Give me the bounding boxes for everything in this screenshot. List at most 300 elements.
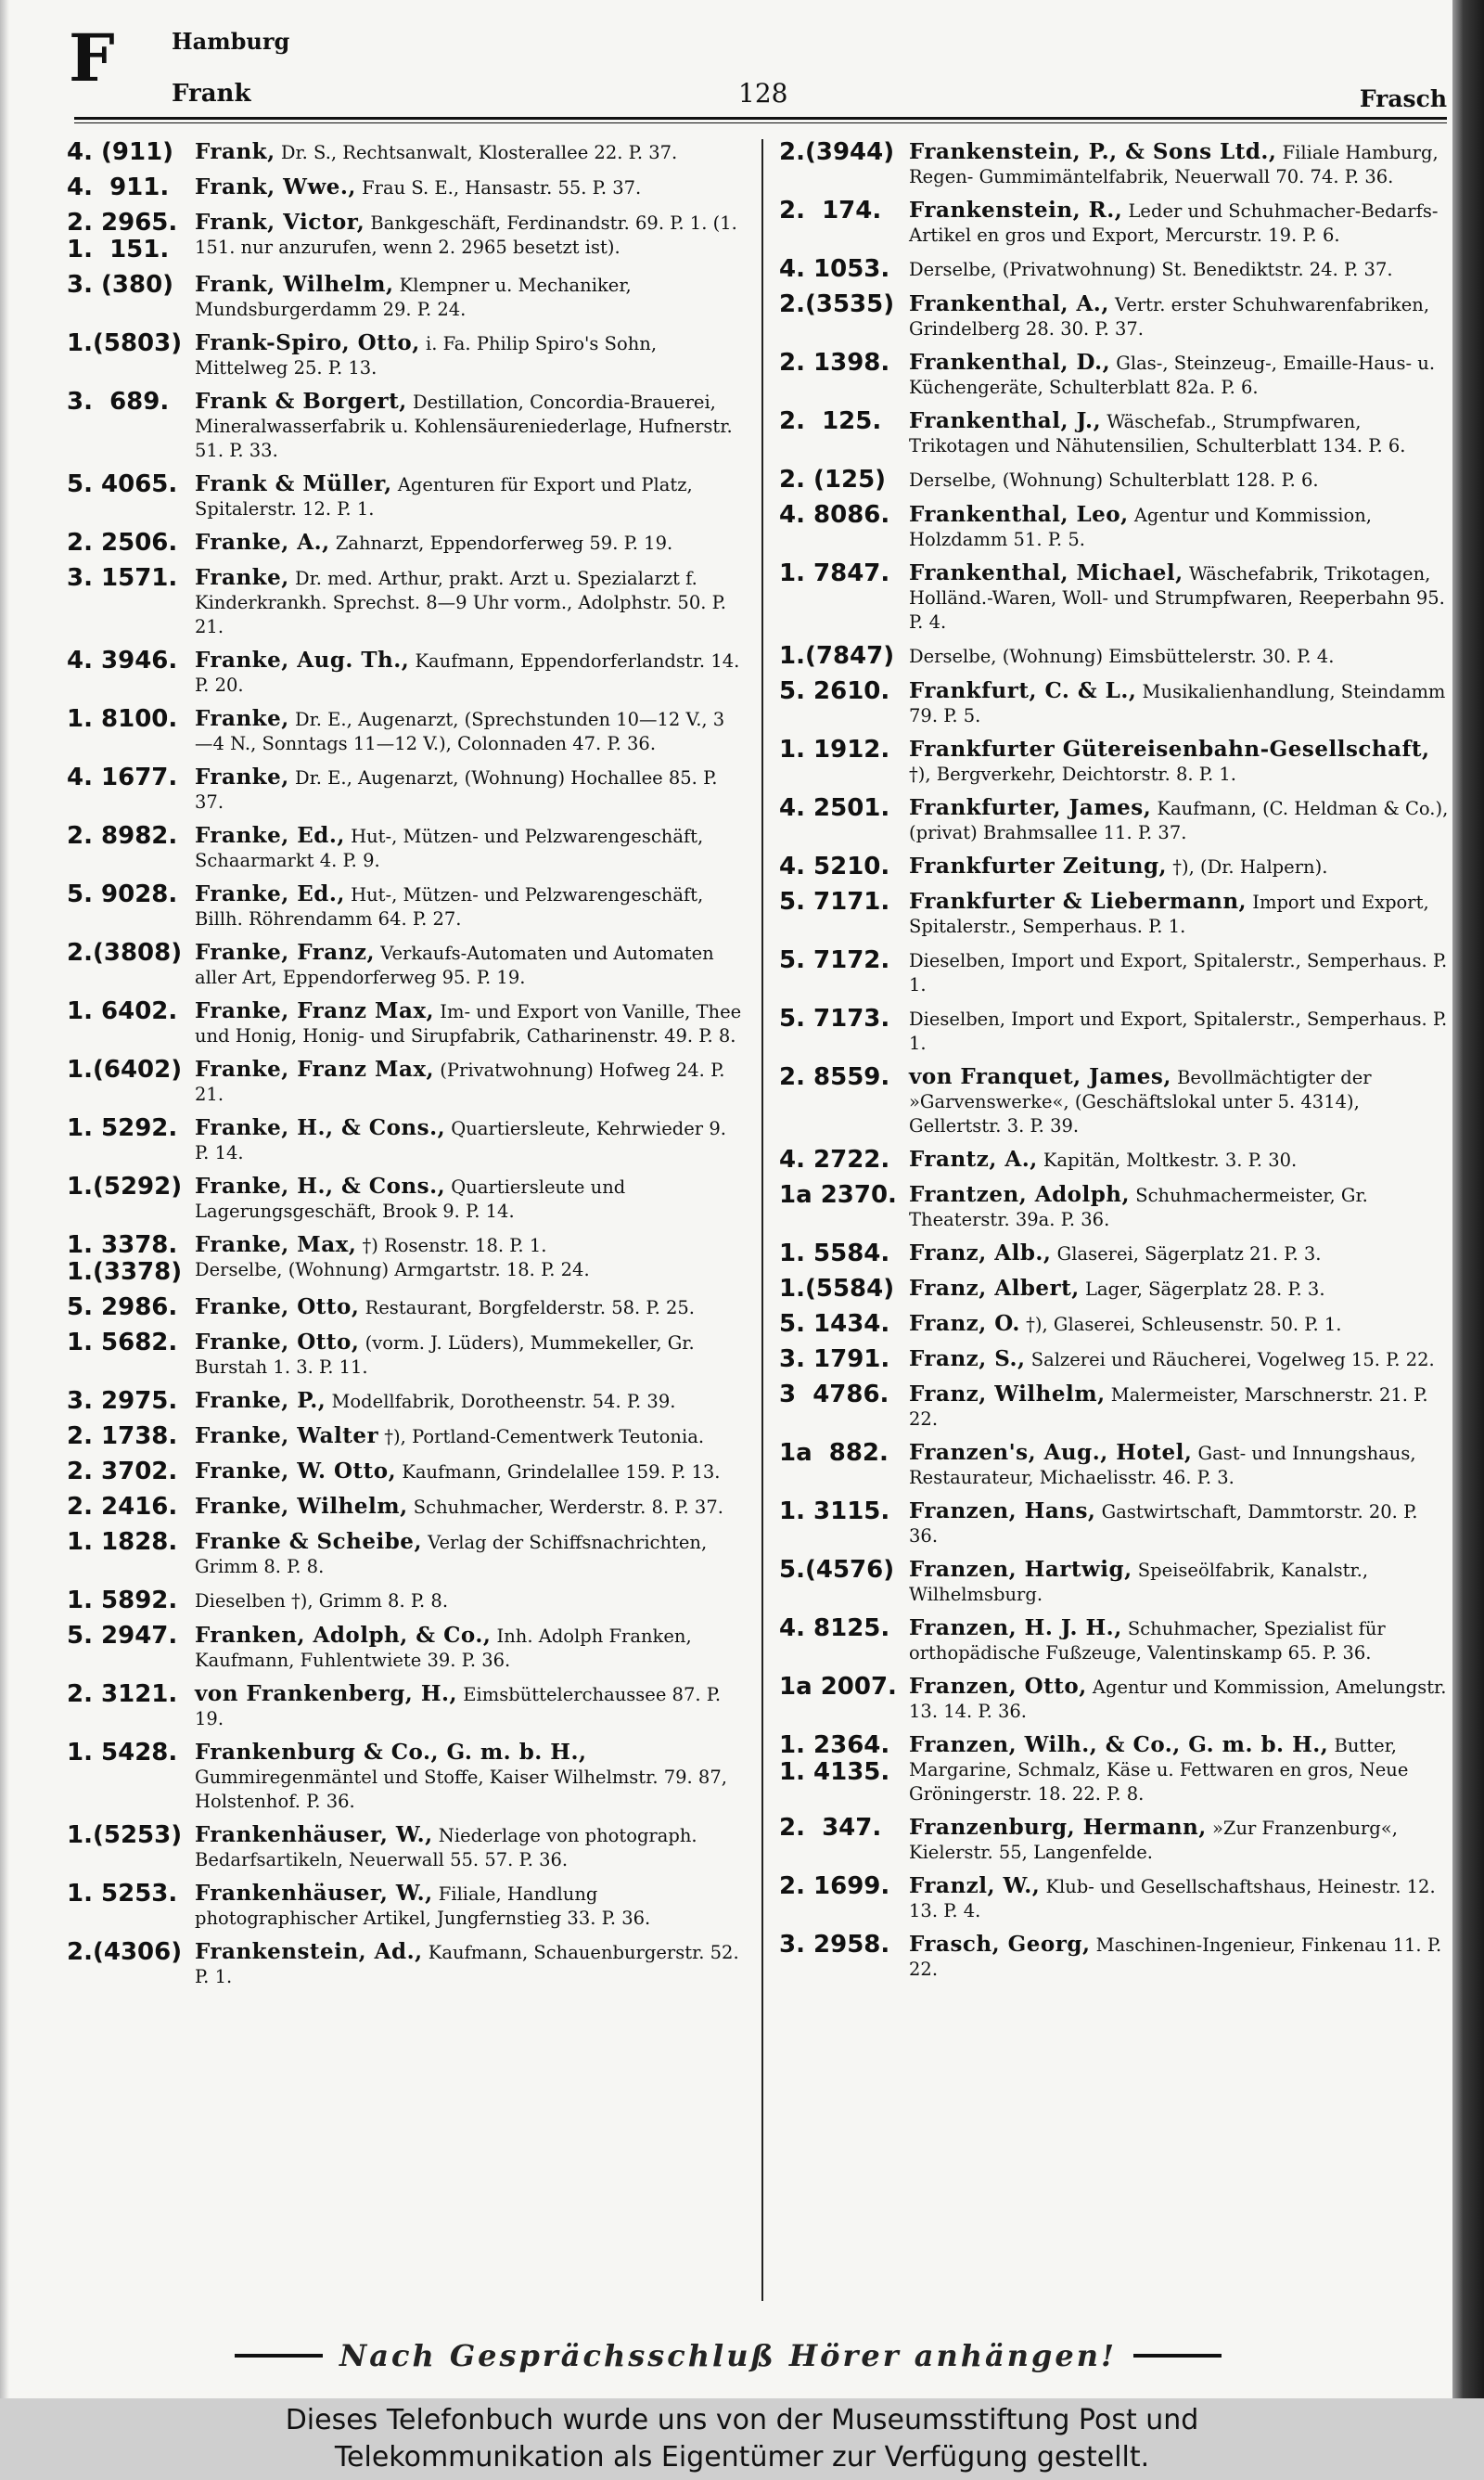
directory-entry — [67, 1494, 742, 1521]
entry-name: Frantzen, Adolph, — [909, 1182, 1131, 1207]
entry-name: Franke, A., — [195, 530, 330, 555]
phone-number: 2.(3535) — [779, 290, 895, 318]
entry-details: †), Glaserei, Schleusenstr. 50. P. 1. — [1019, 1314, 1342, 1335]
entry-details: Kapitän, Moltkestr. 3. P. 30. — [1037, 1150, 1298, 1171]
entry-name: Franzen, Otto, — [909, 1674, 1087, 1699]
entry-name: Frankenthal, D., — [909, 350, 1111, 375]
entry-text — [909, 1499, 1449, 1548]
entry-details: Verkaufs-Automaten und Automaten aller Art, Eppendorferweg 95. P. 19. — [195, 943, 714, 988]
entry-name: Franzen's, Aug., Hotel, — [909, 1440, 1193, 1465]
phone-number: 2. 8982. — [67, 822, 178, 850]
entry-details: Salzerei und Räucherei, Vogelweg 15. P. 22. — [1025, 1349, 1435, 1370]
directory-entry — [779, 502, 1449, 552]
directory-entry — [779, 408, 1449, 458]
phone-number: 4. 1677. — [67, 764, 178, 791]
entry-details: Agentur und Kommission, Amelungstr. 13. 14. P. 36. — [909, 1677, 1447, 1722]
entry-text — [195, 1175, 742, 1224]
entry-text — [909, 1065, 1449, 1138]
entry-text — [195, 472, 742, 521]
phone-number: 4. (911) — [67, 138, 174, 166]
directory-entry — [67, 530, 742, 557]
entry-details: Destillation, Concordia-Brauerei, Mineralwasserfabrik u. Kohlensäureniederlage, Hufnerstr. 51. P. 33. — [195, 392, 733, 461]
entry-text — [195, 649, 742, 698]
entry-details: Speiseölfabrik, Kanalstr., Wilhelmsburg. — [909, 1560, 1369, 1605]
directory-entry — [67, 1388, 742, 1415]
directory-entry — [779, 1147, 1449, 1174]
entry-details: Dieselben, Import und Export, Spitalerstr., Semperhaus. P. 1. — [909, 1009, 1448, 1054]
entry-text — [909, 140, 1449, 189]
entry-name: Franzen, H. J. H., — [909, 1615, 1122, 1640]
entry-details: (Privatwohnung) Hofweg 24. P. 21. — [195, 1060, 725, 1105]
entry-name: Franke, Ed., — [195, 881, 345, 906]
entry-details: †), Bergverkehr, Deichtorstr. 8. P. 1. — [909, 764, 1236, 785]
entry-details: Dr. S., Rechtsanwalt, Klosterallee 22. P. 37. — [275, 142, 678, 163]
entry-text — [909, 1148, 1449, 1173]
entry-text — [909, 644, 1449, 669]
phone-number: 1. 5292. — [67, 1114, 178, 1142]
entry-name: Franke, — [195, 706, 289, 731]
entry-text — [195, 1682, 742, 1731]
phone-number: 2. 8559. — [779, 1063, 890, 1091]
entry-name: Franke & Scheibe, — [195, 1529, 422, 1554]
entry-name: Frank, Wwe., — [195, 174, 356, 199]
phone-number: 1. 5253. — [67, 1880, 178, 1908]
phone-number: 1. 3115. — [779, 1497, 890, 1525]
entry-text — [909, 1382, 1449, 1432]
entry-details: Wäschefab., Strumpfwaren, Trikotagen und Nähutensilien, Schulterblatt 134. P. 6. — [909, 411, 1406, 456]
phone-number: 3. 689. — [67, 388, 170, 416]
phone-number: 1. 7847. — [779, 559, 890, 587]
phone-number: 5. 2947. — [67, 1622, 178, 1650]
entry-text — [909, 855, 1449, 880]
entry-name: Frankenstein, Ad., — [195, 1939, 423, 1964]
entry-name: Frankenthal, Michael, — [909, 560, 1183, 585]
directory-entry — [67, 765, 742, 815]
directory-entry — [779, 854, 1449, 880]
entry-name: Franzen, Hans, — [909, 1498, 1096, 1523]
entry-name: Frank & Borgert, — [195, 389, 407, 414]
directory-entry — [779, 678, 1449, 728]
directory-entry — [67, 1115, 742, 1165]
entry-details: Vertr. erster Schuhwarenfabriken, Grindelberg 28. 30. P. 37. — [909, 294, 1430, 340]
entry-details: Bevollmächtigter der »Garvenswerke«, (Geschäftslokal unter 5. 4314), Gellertstr. 3. P. 39. — [909, 1067, 1372, 1137]
directory-entry — [67, 881, 742, 932]
entry-name: Franke, Otto, — [195, 1330, 360, 1355]
entry-name: Frankenthal, A., — [909, 291, 1109, 316]
entry-text — [195, 1940, 742, 1989]
entry-text — [195, 1823, 742, 1872]
directory-entry — [779, 350, 1449, 400]
directory-entry — [67, 210, 742, 263]
directory-entry — [67, 648, 742, 698]
entry-details: Restaurant, Borgfelderstr. 58. P. 25. — [359, 1297, 695, 1318]
header-city: Hamburg — [172, 28, 290, 55]
directory-entry — [67, 330, 742, 380]
entry-name: Franke, Franz, — [195, 940, 375, 965]
entry-details: Derselbe, (Wohnung) Eimsbüttelerstr. 30. P. 4. — [909, 646, 1335, 667]
entry-name: Franz, O. — [909, 1311, 1020, 1336]
entry-details: Musikalienhandlung, Steindamm 79. P. 5. — [909, 681, 1446, 726]
entry-text — [909, 1277, 1449, 1302]
phone-number: 4. 911. — [67, 173, 170, 201]
entry-details: Leder und Schuhmacher-Bedarfs-Artikel en gros und Export, Mercurstr. 19. P. 6. — [909, 200, 1439, 246]
entry-name: Franke, P., — [195, 1388, 326, 1413]
phone-number: 1. 1912. — [779, 736, 890, 764]
entry-text — [909, 1007, 1449, 1056]
entry-text — [909, 468, 1449, 493]
directory-entry — [67, 139, 742, 166]
entry-details: Verlag der Schiffsnachrichten, Grimm 8. P. 8. — [195, 1532, 708, 1577]
entry-details: Niederlage von photograph. Bedarfsartikeln, Neuerwall 55. 57. P. 36. — [195, 1825, 697, 1870]
entry-text — [909, 503, 1449, 552]
entry-details: Agentur und Kommission, Holzdamm 51. P. 5. — [909, 505, 1372, 550]
entry-text — [195, 1116, 742, 1165]
directory-entry — [67, 1174, 742, 1224]
entry-name: Frankenthal, Leo, — [909, 502, 1129, 527]
entry-text — [909, 1616, 1449, 1665]
phone-number: 2. 1398. — [779, 349, 890, 377]
phone-number: 4. 2501. — [779, 794, 890, 822]
entry-details: (vorm. J. Lüders), Mummekeller, Gr. Burstah 1. 3. P. 11. — [195, 1332, 695, 1378]
entry-name: Franzen, Wilh., & Co., G. m. b. H., — [909, 1732, 1329, 1757]
entry-name: Franz, Wilhelm, — [909, 1381, 1106, 1407]
directory-entry — [779, 560, 1449, 635]
directory-entry — [779, 1381, 1449, 1432]
entry-text — [909, 561, 1449, 635]
entry-details: Gast- und Innungshaus, Restaurateur, Michaelisstr. 46. P. 3. — [909, 1443, 1416, 1488]
entry-text — [195, 1882, 742, 1931]
entry-details: Filiale, Handlung photographischer Artikel, Jungfernstieg 33. P. 36. — [195, 1883, 651, 1929]
footer-dash-right — [1133, 2354, 1222, 2358]
page-number: 128 — [738, 78, 788, 109]
entry-text — [195, 1295, 742, 1320]
entry-details: Kaufmann, Eppendorferlandstr. 14. P. 20. — [195, 650, 740, 696]
entry-text — [909, 1312, 1449, 1337]
phone-number: 1. 5584. — [779, 1240, 890, 1267]
phone-number: 5. 7171. — [779, 888, 890, 916]
page-edge-right — [1452, 0, 1484, 2398]
attribution-bar — [0, 2398, 1484, 2480]
directory-entry — [67, 471, 742, 521]
directory-entry — [779, 1615, 1449, 1665]
entry-name: Franzl, W., — [909, 1873, 1041, 1898]
directory-entry — [67, 1681, 742, 1731]
directory-entry — [67, 940, 742, 990]
entry-text — [909, 409, 1449, 458]
entry-name: Franke, Franz Max, — [195, 1057, 435, 1082]
entry-text — [195, 1058, 742, 1107]
phone-number: 1.(5584) — [779, 1275, 895, 1303]
phone-number: 2.(4306) — [67, 1938, 183, 1966]
entry-text — [195, 1588, 742, 1613]
entry-name: Frank & Müller, — [195, 471, 392, 496]
entry-details: †), (Dr. Halpern). — [1167, 856, 1328, 878]
directory-entry — [779, 1276, 1449, 1303]
entry-text — [195, 1330, 742, 1380]
left-column — [67, 139, 742, 1998]
entry-text — [195, 175, 742, 200]
directory-entry — [67, 1587, 742, 1614]
entry-text — [195, 1624, 742, 1673]
entry-text — [909, 679, 1449, 728]
directory-entry — [779, 1557, 1449, 1607]
phone-number: 1. 2364. 1. 4135. — [779, 1731, 890, 1786]
directory-entry — [67, 1529, 742, 1579]
entry-details: Quartiersleute, Kehrwieder 9. P. 14. — [195, 1118, 726, 1163]
entry-name: Frankenstein, R., — [909, 198, 1123, 223]
entry-name: Frankfurter & Liebermann, — [909, 889, 1247, 914]
directory-entry — [779, 1440, 1449, 1490]
entry-details: †), Portland-Cementwerk Teutonia. — [378, 1426, 705, 1447]
entry-text — [909, 1675, 1449, 1724]
directory-entry — [779, 889, 1449, 939]
entry-text — [195, 824, 742, 873]
directory-entry — [67, 1458, 742, 1485]
entry-details: Import und Export, Spitalerstr., Semperhaus. P. 1. — [909, 892, 1429, 937]
entry-details: Kaufmann, Schauenburgerstr. 52. P. 1. — [195, 1942, 739, 1987]
directory-entry — [67, 389, 742, 463]
directory-entry — [779, 256, 1449, 283]
header-rule — [74, 117, 1447, 120]
entry-text — [909, 1816, 1449, 1865]
directory-entry — [67, 1939, 742, 1989]
entry-details: Zahnarzt, Eppendorferweg 59. P. 19. — [329, 533, 673, 554]
entry-text — [195, 882, 742, 932]
phone-number: 2. 125. — [779, 407, 882, 435]
entry-name: Frankenstein, P., & Sons Ltd., — [909, 139, 1277, 164]
entry-details: Lager, Sägerplatz 28. P. 3. — [1079, 1279, 1325, 1300]
entry-name: Franzenburg, Hermann, — [909, 1815, 1207, 1840]
entry-name: Frasch, Georg, — [909, 1932, 1091, 1957]
directory-entry — [779, 198, 1449, 248]
directory-entry — [779, 1932, 1449, 1982]
directory-entry — [779, 1674, 1449, 1724]
phone-number: 2. 3702. — [67, 1458, 178, 1485]
directory-entry — [779, 1498, 1449, 1548]
attribution-line-1: Dieses Telefonbuch wurde uns von der Museumsstiftung Post und — [285, 2404, 1199, 2436]
directory-entry — [67, 1623, 742, 1673]
phone-number: 1.(5253) — [67, 1821, 183, 1849]
entry-text — [195, 566, 742, 639]
directory-entry — [779, 737, 1449, 787]
page-edge-left — [0, 0, 9, 2398]
phone-number: 1.(7847) — [779, 642, 895, 670]
directory-entry — [67, 174, 742, 201]
entry-name: Franz, Albert, — [909, 1276, 1080, 1301]
entry-text — [909, 292, 1449, 341]
entry-details: Gastwirtschaft, Dammtorstr. 20. P. 36. — [909, 1501, 1418, 1547]
footer-notice — [195, 2338, 1261, 2373]
entry-details: Malermeister, Marschnerstr. 21. P. 22. — [909, 1384, 1428, 1430]
entry-details: Dieselben †), Grimm 8. P. 8. — [195, 1590, 449, 1612]
entry-details: Filiale Hamburg, Regen- Gummimäntelfabrik, Neuerwall 70. 74. P. 36. — [909, 142, 1439, 187]
directory-entry — [779, 1732, 1449, 1806]
phone-number: 3. 2975. — [67, 1387, 178, 1415]
phone-number: 1. 5428. — [67, 1739, 178, 1767]
directory-entry — [67, 706, 742, 756]
entry-details: »Zur Franzenburg«, Kielerstr. 55, Langenfelde. — [909, 1818, 1398, 1863]
entry-name: Franke, Wilhelm, — [195, 1494, 408, 1519]
entry-text — [195, 1741, 742, 1814]
entry-name: Franz, Alb., — [909, 1240, 1052, 1266]
entry-text — [195, 707, 742, 756]
entry-text — [909, 1874, 1449, 1923]
entry-name: Franken, Adolph, & Co., — [195, 1623, 492, 1648]
phone-number: 1. 8100. — [67, 705, 178, 733]
entry-name: Frank, Wilhelm, — [195, 272, 394, 297]
entry-details: Modellfabrik, Dorotheenstr. 54. P. 39. — [326, 1391, 676, 1412]
directory-entry — [779, 947, 1449, 997]
entry-text — [909, 890, 1449, 939]
entry-text — [195, 140, 742, 165]
attribution-line-2: Telekommunikation als Eigentümer zur Verfügung gestellt. — [334, 2441, 1150, 2474]
entry-details: i. Fa. Philip Spiro's Sohn, Mittelweg 25. P. 13. — [195, 333, 658, 379]
directory-entry — [779, 467, 1449, 494]
entry-text — [195, 941, 742, 990]
entry-details: Inh. Adolph Franken, Kaufmann, Fuhlentwiete 39. P. 36. — [195, 1625, 692, 1671]
phone-number: 2. 174. — [779, 197, 882, 225]
phone-number: 1. 6402. — [67, 997, 178, 1025]
phone-number: 5. 2986. — [67, 1293, 178, 1321]
directory-entry — [67, 1423, 742, 1450]
entry-details: Agenturen für Export und Platz, Spitalerstr. 12. P. 1. — [195, 474, 693, 520]
entry-details: Wäschefabrik, Trikotagen, Holländ.-Waren, Woll- und Strumpfwaren, Reeperbahn 95. P. 4. — [909, 563, 1445, 633]
phone-number: 1. 5682. — [67, 1329, 178, 1356]
entry-details: Gummiregenmäntel und Stoffe, Kaiser Wilhelmstr. 79. 87, Holstenhof. P. 36. — [195, 1767, 727, 1812]
phone-number: 5. 9028. — [67, 880, 178, 908]
entry-details: Hut-, Mützen- und Pelzwarengeschäft, Schaarmarkt 4. P. 9. — [195, 826, 704, 871]
entry-text — [909, 1241, 1449, 1266]
entry-name: von Franquet, James, — [909, 1064, 1171, 1089]
entry-name: Franke, Walter — [195, 1423, 379, 1448]
entry-details: Butter, Margarine, Schmalz, Käse u. Fettwaren en gros, Neue Gröningerstr. 18. 22. P. 8. — [909, 1735, 1409, 1805]
entry-name: Franke, Otto, — [195, 1294, 360, 1319]
directory-entry — [779, 795, 1449, 845]
phone-number: 1.(6402) — [67, 1056, 183, 1084]
entry-details: Im- und Export von Vanille, Thee und Honig, Honig- und Sirupfabrik, Catharinenstr. 49. P. 8. — [195, 1001, 742, 1047]
phone-number: 4. 5210. — [779, 853, 890, 880]
entry-name: Franke, H., & Cons., — [195, 1115, 446, 1140]
entry-text — [195, 1530, 742, 1579]
entry-name: Franke, H., & Cons., — [195, 1174, 446, 1199]
entry-name: Frankenhäuser, W., — [195, 1881, 433, 1906]
directory-entry — [67, 272, 742, 322]
entry-text — [909, 351, 1449, 400]
entry-text — [195, 1233, 742, 1282]
phone-number: 1.(5292) — [67, 1173, 183, 1201]
footer-dash-left — [235, 2354, 323, 2358]
entry-details: Derselbe, (Privatwohnung) St. Benediktstr. 24. P. 37. — [909, 259, 1393, 280]
entry-name: Frank-Spiro, Otto, — [195, 330, 420, 355]
header-rule-thin — [74, 122, 1447, 123]
entry-name: Franke, Franz Max, — [195, 998, 435, 1023]
directory-entry — [779, 1064, 1449, 1138]
directory-entry — [779, 643, 1449, 670]
entry-details: Frau S. E., Hansastr. 55. P. 37. — [355, 177, 642, 199]
phone-number: 1a 2370. — [779, 1181, 897, 1209]
entry-details: Eimsbüttelerchaussee 87. P. 19. — [195, 1684, 722, 1729]
entry-details: Bankgeschäft, Ferdinandstr. 69. P. 1. (1. 151. nur anzurufen, wenn 2. 2965 besetzt ist). — [195, 212, 737, 258]
entry-name: Frankfurt, C. & L., — [909, 678, 1137, 703]
phone-number: 3. 1791. — [779, 1345, 890, 1373]
entry-name: von Frankenberg, H., — [195, 1681, 458, 1706]
entry-name: Frankenhäuser, W., — [195, 1822, 433, 1847]
entry-name: Franke, Aug. Th., — [195, 648, 410, 673]
directory-entry — [67, 823, 742, 873]
directory-entry — [67, 1881, 742, 1931]
phone-number: 5. 7173. — [779, 1005, 890, 1033]
entry-name: Franz, S., — [909, 1346, 1026, 1371]
phone-number: 1. 5892. — [67, 1587, 178, 1614]
entry-name: Franke, W. Otto, — [195, 1458, 397, 1484]
directory-entry — [779, 1346, 1449, 1373]
entry-text — [909, 1933, 1449, 1982]
entry-text — [195, 331, 742, 380]
directory-entry — [67, 1822, 742, 1872]
phone-number: 5. 1434. — [779, 1310, 890, 1338]
entry-name: Frankenthal, J., — [909, 408, 1102, 433]
entry-text — [909, 199, 1449, 248]
phone-number: 2. 2416. — [67, 1493, 178, 1521]
header-last-entry: Frasch — [1359, 85, 1447, 112]
phone-number: 5. 4065. — [67, 470, 178, 498]
entry-text — [909, 948, 1449, 997]
entry-name: Frankenburg & Co., G. m. b. H., — [195, 1740, 587, 1765]
phone-number: 1a 882. — [779, 1439, 889, 1467]
directory-entry — [67, 1294, 742, 1321]
entry-details: Dieselben, Import und Export, Spitalerstr., Semperhaus. P. 1. — [909, 950, 1448, 996]
entry-text — [909, 1347, 1449, 1372]
phone-number: 1. 3378. 1.(3378) — [67, 1231, 183, 1286]
entry-details: Kaufmann, Grindelallee 159. P. 13. — [396, 1461, 721, 1483]
phone-number: 2. (125) — [779, 466, 887, 494]
directory-entry — [779, 1182, 1449, 1232]
entry-name: Franzen, Hartwig, — [909, 1557, 1132, 1582]
phone-number: 3. (380) — [67, 271, 174, 299]
phone-number: 2. 3121. — [67, 1680, 178, 1708]
entry-details: Derselbe, (Wohnung) Schulterblatt 128. P. 6. — [909, 469, 1319, 491]
phone-number: 3 4786. — [779, 1381, 889, 1408]
entry-details: Dr. E., Augenarzt, (Sprechstunden 10—12 V., 3—4 N., Sonntags 11—12 V.), Colonnaden 47. P. 36. — [195, 709, 725, 754]
phone-number: 5. 2610. — [779, 677, 890, 705]
entry-name: Frank, Victor, — [195, 210, 365, 235]
directory-entry — [67, 1232, 742, 1286]
entry-name: Frankfurter Zeitung, — [909, 854, 1168, 879]
entry-details: Schuhmachermeister, Gr. Theaterstr. 39a. P. 36. — [909, 1185, 1368, 1230]
phone-number: 4. 8125. — [779, 1614, 890, 1642]
entry-details: Klub- und Gesellschaftshaus, Heinestr. 12. 13. P. 4. — [909, 1876, 1436, 1921]
entry-name: Frankfurter Gütereisenbahn-Gesellschaft, — [909, 737, 1430, 762]
phone-number: 3. 2958. — [779, 1931, 890, 1959]
entry-details: Maschinen-Ingenieur, Finkenau 11. P. 22. — [909, 1934, 1442, 1980]
phone-number: 2. 1738. — [67, 1422, 178, 1450]
directory-entry — [67, 1330, 742, 1380]
entry-name: Franke, — [195, 565, 289, 590]
phone-number: 2.(3808) — [67, 939, 183, 967]
directory-entry — [779, 1006, 1449, 1056]
entry-text — [195, 211, 742, 260]
entry-name: Franke, Max, — [195, 1232, 357, 1257]
section-letter: F — [69, 19, 115, 96]
directory-entry — [779, 1815, 1449, 1865]
entry-details: †) Rosenstr. 18. P. 1. Derselbe, (Wohnung) Armgartstr. 18. P. 24. — [195, 1235, 590, 1280]
directory-entry — [779, 1240, 1449, 1267]
entry-text — [909, 257, 1449, 282]
entry-details: Hut-, Mützen- und Pelzwarengeschäft, Billh. Röhrendamm 64. P. 27. — [195, 884, 704, 930]
entry-details: Dr. E., Augenarzt, (Wohnung) Hochallee 85. P. 37. — [195, 767, 718, 813]
phone-number: 1a 2007. — [779, 1673, 897, 1701]
entry-name: Frantz, A., — [909, 1147, 1038, 1172]
